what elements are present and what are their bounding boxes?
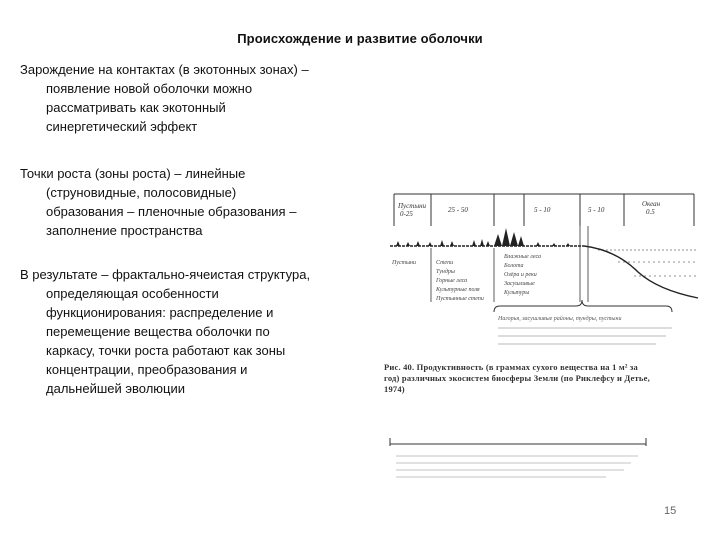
top-label: 0-25 [400,210,413,218]
paragraph-line: определяющая особенности [46,286,219,301]
top-label: Пустыни [398,202,427,210]
middle-label: Болота [504,263,524,269]
vegetation [396,228,570,246]
paragraph-growth-points [20,164,360,240]
caption-line: Рис. 40. Продуктивность (в граммах сухого вещества на 1 м² за [384,362,638,372]
left-label: Культурные поля [436,287,480,293]
paragraph-line: (струновидные, полосовидные) [46,185,237,200]
paragraph-line: Точки роста (зоны роста) – линейные [20,166,246,181]
lower-bracket [390,438,646,446]
paragraph-line: перемещение вещества оболочки по [46,324,270,339]
page-number: 15 [664,505,677,517]
top-label: 25 - 50 [448,206,468,214]
page-title: Происхождение и развитие оболочки [237,31,483,46]
paragraph-line: каркасу, точки роста работают как зоны [46,343,286,358]
top-label: Океан [642,200,661,208]
top-label: 0.5 [646,208,655,216]
left-label: Пустынные степи [436,296,484,302]
caption-line: год) различных экосистем биосферы Земли (по Риклефсу и Детье, [384,373,650,383]
paragraph-line: рассматривать как экотонный [46,100,226,115]
paragraph-line: функционирования: распределение и [46,305,274,320]
scan-text-lines-bottom [396,456,638,477]
left-label: Пустыни [392,260,417,266]
paragraph-line: концентрации, преобразования и [46,362,248,377]
paragraph-ecotone [20,60,360,136]
paragraph-result [20,265,360,398]
scan-text-lines [498,328,672,344]
bottom-bracket [494,300,672,312]
left-label: Тундры [436,269,455,275]
paragraph-line: дальнейшей эволюции [46,381,186,396]
paragraph-line: Зарождение на контактах (в экотонных зонах) – [20,62,309,77]
figure-caption [384,362,714,395]
middle-label: Засушливые [504,281,535,287]
left-label: Горные леса [436,278,468,284]
productivity-diagram [376,186,710,506]
paragraph-line: образования – пленочные образования – [46,204,297,219]
paragraph-line: В результате – фрактально-ячеистая структура, [20,267,311,282]
bottom-label: Нагорья, засушливые районы, тундры, пустыни [498,316,622,322]
left-label: Степи [436,260,454,266]
paragraph-line: появление новой оболочки можно [46,81,253,96]
caption-line: 1974) [384,384,405,394]
top-label: 5 - 10 [534,206,551,214]
top-label: 5 - 10 [588,206,605,214]
middle-label: Озёра и реки [504,272,537,278]
middle-label: Культуры [504,290,530,296]
paragraph-line: синергетический эффект [46,119,198,134]
paragraph-line: заполнение пространства [46,223,203,238]
middle-label: Влажные леса [504,254,541,260]
